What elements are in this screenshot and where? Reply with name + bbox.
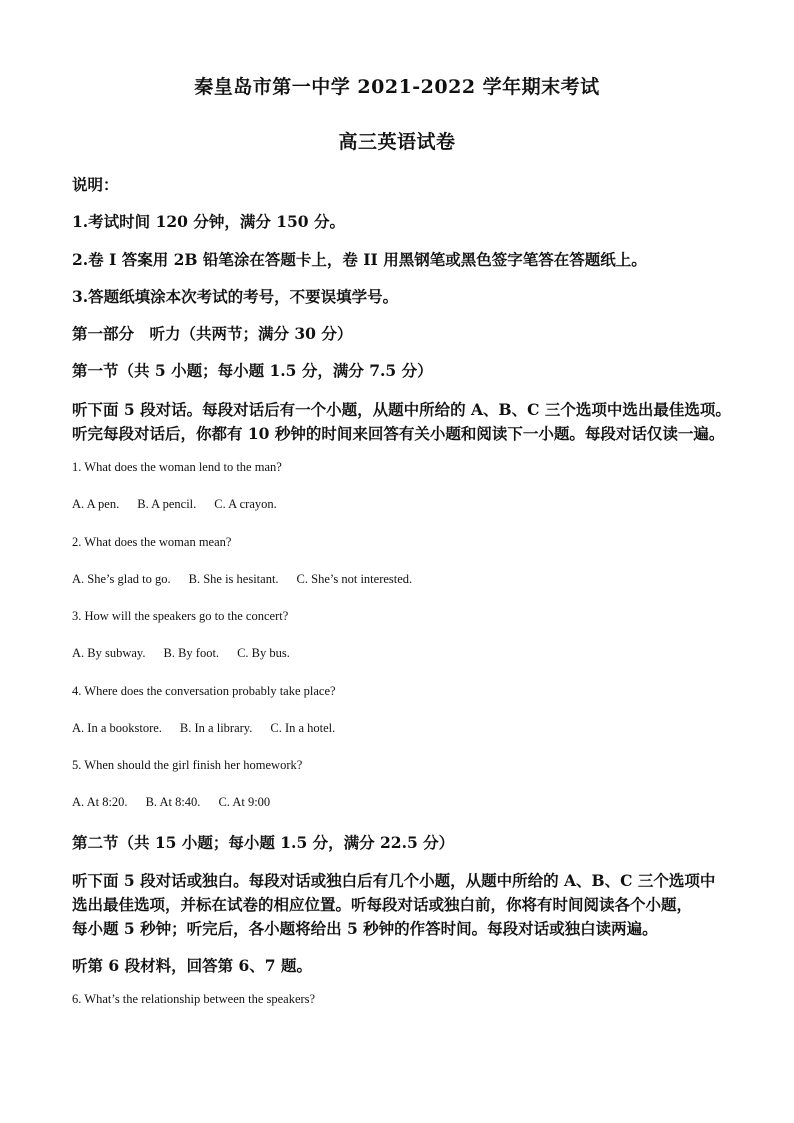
exam-subtitle: 高三英语试卷	[338, 131, 456, 153]
material-heading: 听第 6 段材料，回答第 6、7 题。	[72, 956, 312, 975]
option-c: C. In a hotel.	[270, 721, 336, 735]
option-a: A. By subway.	[72, 646, 146, 660]
option-c: C. A crayon.	[214, 497, 277, 511]
question-options	[72, 795, 734, 810]
part1-heading: 第一部分 听力（共两节；满分 30 分）	[72, 324, 353, 343]
section1-instruction: 听下面 5 段对话。每段对话后有一个小题，从题中所给的 A、B、C 三个选项中选出最佳选项。	[72, 400, 731, 419]
option-c: C. She’s not interested.	[296, 572, 413, 586]
notes-heading: 说明：	[72, 175, 119, 194]
option-a: A. At 8:20.	[72, 795, 128, 809]
section1-instruction: 听完每段对话后，你都有 10 秒钟的时间来回答有关小题和阅读下一小题。每段对话仅读一遍。	[72, 424, 725, 443]
option-b: B. By foot.	[163, 646, 220, 660]
option-a: A. A pen.	[72, 497, 120, 511]
option-b: B. In a library.	[179, 721, 253, 735]
section2-instruction: 每小题 5 秒钟；听完后，各小题将给出 5 秒钟的作答时间。每段对话或独白读两遍。	[72, 919, 658, 938]
note-item: 1.考试时间 120 分钟，满分 150 分。	[72, 212, 345, 231]
note-item: 3.答题纸填涂本次考试的考号，不要误填学号。	[72, 287, 399, 306]
question-options	[72, 497, 734, 512]
question-stem: 5. When should the girl finish her homework?	[72, 758, 303, 772]
option-c: C. At 9:00	[218, 795, 271, 809]
section1-heading: 第一节（共 5 小题；每小题 1.5 分，满分 7.5 分）	[72, 361, 433, 380]
option-b: B. A pencil.	[137, 497, 197, 511]
question-stem: 2. What does the woman mean?	[72, 535, 232, 549]
question-options	[72, 572, 734, 587]
question-stem: 3. How will the speakers go to the concert?	[72, 609, 289, 623]
option-c: C. By bus.	[237, 646, 290, 660]
question-stem: 1. What does the woman lend to the man?	[72, 460, 282, 474]
option-b: B. At 8:40.	[145, 795, 201, 809]
exam-title: 秦皇岛市第一中学 2021-2022 学年期末考试	[194, 76, 600, 98]
section2-instruction: 选出最佳选项，并标在试卷的相应位置。听每段对话或独白前，你将有时间阅读各个小题，	[72, 895, 693, 914]
option-a: A. In a bookstore.	[72, 721, 162, 735]
question-options	[72, 721, 734, 736]
option-b: B. She is hesitant.	[188, 572, 279, 586]
question-stem: 4. Where does the conversation probably take place?	[72, 684, 336, 698]
question-options	[72, 646, 734, 661]
note-item: 2.卷 I 答案用 2B 铅笔涂在答题卡上，卷 II 用黑钢笔或黑色签字笔答在答题纸上。	[72, 250, 647, 269]
section2-heading: 第二节（共 15 小题；每小题 1.5 分，满分 22.5 分）	[72, 833, 455, 852]
option-a: A. She’s glad to go.	[72, 572, 171, 586]
question-stem: 6. What’s the relationship between the speakers?	[72, 992, 316, 1006]
section2-instruction: 听下面 5 段对话或独白。每段对话或独白后有几个小题，从题中所给的 A、B、C 三个选项中	[72, 871, 716, 890]
